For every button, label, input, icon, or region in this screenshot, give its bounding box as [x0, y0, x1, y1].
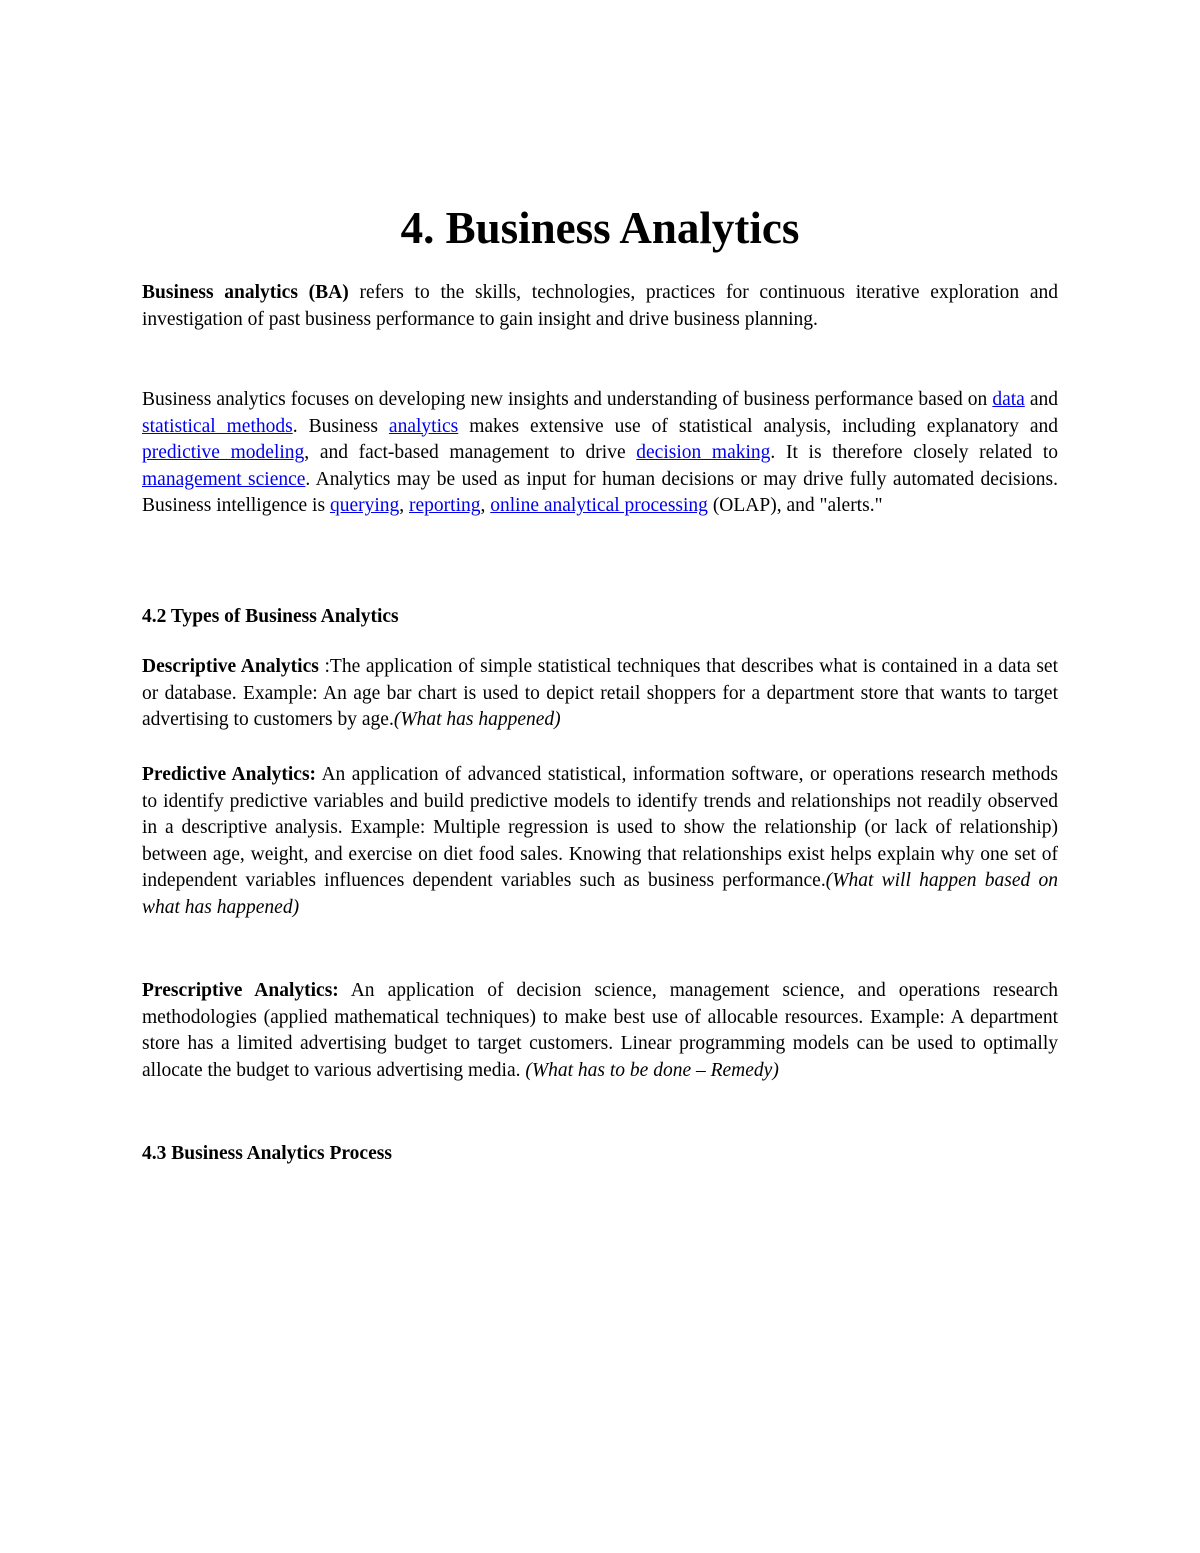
- focus-text: ,: [399, 495, 410, 517]
- link-reporting[interactable]: reporting: [409, 495, 481, 517]
- process-heading: 4.3 Business Analytics Process: [142, 1143, 392, 1164]
- focus-text: ,: [480, 495, 491, 517]
- descriptive-paragraph: [142, 654, 1058, 734]
- focus-text: makes extensive use of statistical analysis, including explanatory and: [458, 415, 1058, 437]
- types-heading: 4.2 Types of Business Analytics: [142, 606, 399, 627]
- focus-text: Business analytics focuses on developing new insights and understanding of business performance based on: [142, 389, 993, 410]
- descriptive-label: Descriptive Analytics: [142, 656, 319, 677]
- descriptive-note: (What has happened): [393, 709, 561, 731]
- predictive-paragraph: [142, 762, 1058, 922]
- predictive-text: An application of advanced statistical, information software, or operations research methods to identify predictive variables and build predictive models to identify trends and relationships not readily observed in a descriptive analysis. Example: Multiple regression is used to show the relationship (or lack of relationship) between age, weight, and exercise on diet food sales. Knowing that relationships exist helps explain why one set of independent variables influences dependent variables such as business performance.: [142, 764, 1058, 892]
- link-online-analytical-processing[interactable]: online analytical processing: [490, 495, 708, 517]
- focus-text: . Analytics may be used as input for human decisions or may drive fully automated decisions. Business intelligence is: [142, 468, 1058, 517]
- focus-paragraph: [142, 387, 1058, 520]
- focus-text: and: [1024, 389, 1058, 410]
- intro-paragraph: [142, 280, 1058, 333]
- predictive-label: Predictive Analytics:: [142, 764, 317, 785]
- link-decision-making[interactable]: decision making: [636, 442, 771, 464]
- descriptive-text: :The application of simple statistical techniques that describes what is contained in a data set or database. Example: An age bar chart is used to depict retail shoppers for a department store that wants to target advertising to customers by age.: [142, 656, 1058, 731]
- intro-text: refers to the skills, technologies, practices for continuous iterative exploration and investigation of past business performance to gain insight and drive business planning.: [142, 282, 1058, 330]
- focus-text: . It is therefore closely related to: [770, 442, 1058, 464]
- link-querying[interactable]: querying: [329, 495, 400, 517]
- focus-text: (OLAP), and "alerts.": [707, 495, 883, 517]
- prescriptive-label: Prescriptive Analytics:: [142, 980, 339, 1001]
- link-statistical-methods[interactable]: statistical methods: [142, 415, 293, 437]
- prescriptive-text: An application of decision science, management science, and operations research methodologies (applied mathematical techniques) to make best use of allocable resources. Example: A department store has a limited advertising budget to target customers. Linear programming models can be used to optimally allocate the budget to various advertising media.: [142, 980, 1058, 1081]
- link-data[interactable]: data: [992, 389, 1025, 410]
- link-management-science[interactable]: management science: [142, 468, 306, 490]
- intro-term: Business analytics (BA): [142, 282, 349, 303]
- prescriptive-note: (What has to be done – Remedy): [525, 1059, 779, 1081]
- focus-text: , and fact-based management to drive: [304, 442, 637, 464]
- focus-text: . Business: [292, 415, 389, 437]
- page-title: 4. Business Analytics: [400, 203, 800, 253]
- prescriptive-paragraph: [142, 978, 1058, 1084]
- link-analytics[interactable]: analytics: [388, 415, 459, 437]
- predictive-note: (What will happen based on what has happened): [142, 870, 1058, 918]
- link-predictive-modeling[interactable]: predictive modeling: [142, 442, 305, 464]
